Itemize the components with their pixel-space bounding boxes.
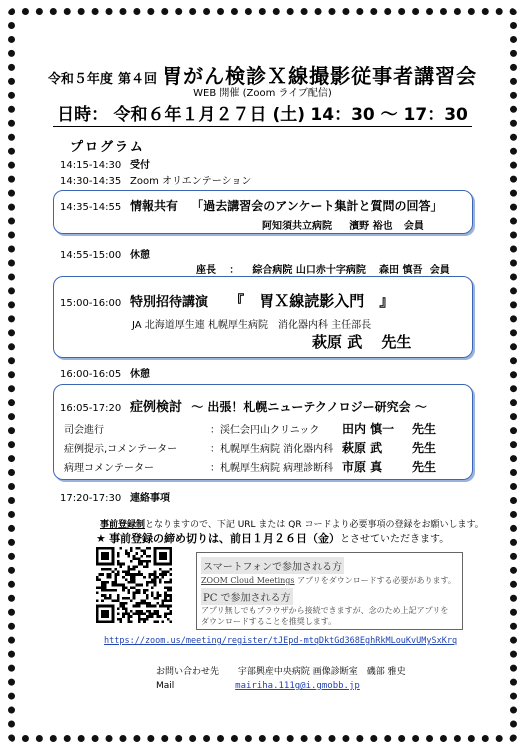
case-row-presenter: 症例提示,コメンテーター ：札幌厚生病院 消化器内科 萩原 武 先生 [64, 441, 437, 455]
pc-instructions-1: アプリ無しでもブラウザから接続できますが、念のため上記アプリを [201, 606, 449, 615]
case-row-pathology: 病理コメンテーター ：札幌厚生病院 病理診断科 市原 真 先生 [64, 460, 437, 474]
case-topic: ～ 出張！札幌ニューテクノロジー研究会 ～ [191, 400, 427, 414]
program-row-reception: 14:15-14:30 受付 [60, 160, 150, 171]
pc-instructions-2: ダウンロードすることを推奨します。 [201, 617, 337, 626]
program-heading: プログラム [70, 140, 145, 155]
pc-heading: PC で参加される方 [201, 588, 293, 605]
lecture-speaker: 萩原 武 先生 [312, 333, 412, 351]
chairperson: 座長 ： 綜合病院 山口赤十字病院 森田 慎吾 会員 [196, 265, 450, 276]
program-row-info-share: 14:35-14:55 情報共有 「過去講習会のアンケート集計と質問の回答」 [60, 199, 443, 213]
info-share-topic: 「過去講習会のアンケート集計と質問の回答」 [191, 199, 443, 213]
program-row-break2: 16:00-16:05 休憩 [60, 369, 150, 380]
info-share-speaker: 阿知須共立病院 濱野 裕也 会員 [262, 221, 424, 232]
date-label: 日時： [57, 105, 109, 125]
smartphone-instructions: ZOOM Cloud Meetings アプリをダウンロードする必要があります。 [201, 576, 456, 585]
contact-mail: Mail mairiha.111g@i.gmobb.jp [156, 681, 360, 691]
smartphone-heading: スマートフォンで参加される方 [201, 557, 344, 574]
mail-link[interactable]: mairiha.111g@i.gmobb.jp [235, 681, 360, 691]
program-row-lecture: 15:00-16:00 特別招待講演 『 胃Ｘ線読影入門 』 [60, 292, 395, 310]
case-row-moderator: 司会進行 ：渓仁会円山クリニック 田内 慎一 先生 [64, 422, 437, 436]
program-row-case: 16:05-17:20 症例検討 ～ 出張！札幌ニューテクノロジー研究会 ～ [60, 400, 427, 415]
seminar-title: 胃がん検診Ｘ線撮影従事者講習会 [162, 64, 478, 88]
program-row-orientation: 14:30-14:35 Zoom オリエンテーション [60, 176, 252, 187]
event-date [0, 100, 525, 125]
qr-code-icon[interactable] [96, 547, 172, 623]
fiscal-year: 令和５年度 [47, 72, 113, 87]
contact-info: お問い合わせ先 宇部興産中央病院 画像診断室 磯部 雅史 [156, 667, 406, 677]
program-row-break1: 14:55-15:00 休憩 [60, 250, 150, 261]
time-value: 14：30 ～ 17：30 [310, 105, 468, 125]
lecture-affiliation: JA 北海道厚生連 札幌厚生病院 消化器内科 主任部長 [132, 320, 372, 331]
registration-deadline: ★ 事前登録の締め切りは、前日１月２６日（金）とさせていただきます。 [96, 532, 450, 545]
session-number: 第４回 [118, 72, 158, 87]
date-value: 令和６年１月２７日 (土) [113, 105, 305, 125]
registration-url-link[interactable]: https://zoom.us/meeting/register/tJEpd-mtqDktGd368EghRkMLouKvUMySxKrq [104, 636, 458, 646]
program-row-contact: 17:20-17:30 連絡事項 [60, 493, 170, 504]
registration-note: 事前登録制となりますので、下記 URL または QR コードより必要事項の登録をお願いします。 [100, 520, 484, 530]
web-note: WEB 開催 (Zoom ライブ配信) [193, 88, 332, 99]
lecture-topic: 『 胃Ｘ線読影入門 』 [229, 292, 395, 310]
participation-guide [196, 552, 463, 630]
